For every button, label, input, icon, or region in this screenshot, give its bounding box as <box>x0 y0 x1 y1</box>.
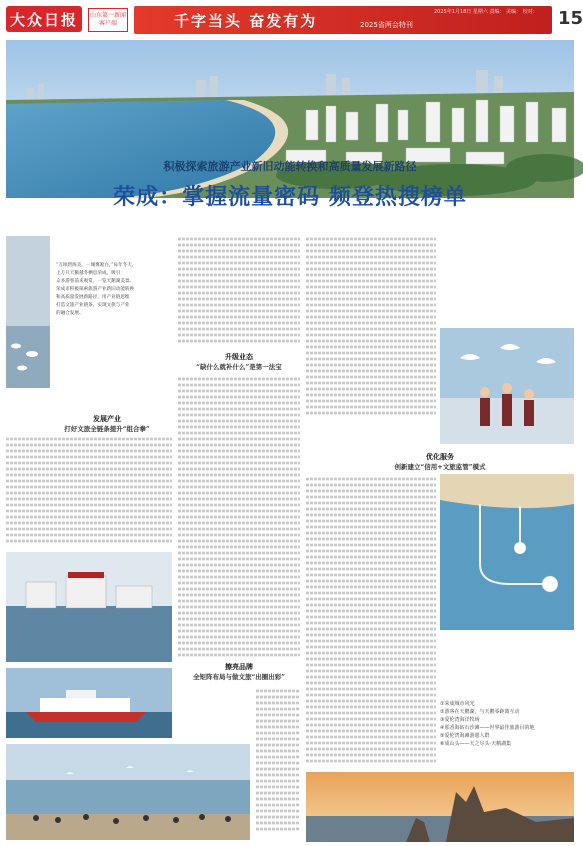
body-text-column-3b <box>306 476 436 768</box>
photo-captions <box>440 700 574 748</box>
banner-subtitle: 2025省两会特刊 <box>360 21 413 29</box>
body-text-column-2c <box>256 688 300 838</box>
cruise-ship-illustration <box>6 668 172 738</box>
caption-2: ②游客在天鹅湖，与天鹅零距离互动 <box>440 709 520 715</box>
photo-swan-lake <box>6 236 50 388</box>
section-subtitle-3: 全矩阵布局与做文旅“出圈出彩” <box>193 673 285 681</box>
hero-photo-coastal-city <box>6 40 574 198</box>
special-issue-banner <box>134 6 552 34</box>
photo-beach-crowd <box>6 744 250 840</box>
caption-3: ③爱伦湾海洋牧场 <box>440 717 480 723</box>
section-subtitle-1: 打好文旅全链条提升“组合拳” <box>64 425 150 433</box>
section-title-2: 升级业态 <box>225 352 253 361</box>
page-number: 15 <box>558 8 583 29</box>
caption-5: ⑤爱伦湾海滩游憩人群 <box>440 733 490 739</box>
article-headline: 荣成：掌握流量密码 频登热搜榜单 <box>113 185 467 210</box>
section-title-4: 优化服务 <box>426 452 454 461</box>
caption-4: ④那香海钻石沙滩——世界最佳旅游目的地 <box>440 725 535 731</box>
body-text-column-3a <box>306 236 436 420</box>
sub-logo: 山东第一新闻客户端 <box>88 8 128 32</box>
photo-pier-aerial <box>440 474 574 630</box>
swan-lake-illustration <box>6 236 50 388</box>
ocean-ranch-illustration <box>6 552 172 662</box>
banner-title: 千字当头 奋发有为 <box>174 12 318 30</box>
body-text-column-1 <box>6 436 172 546</box>
photo-ocean-ranch <box>6 552 172 662</box>
article-lead: “万顷碧海美，一城雾凇白，”每年冬天， 上万只天鹅越冬栖息荣成，吸引 众多游客前来观赏，一览天鹅湖美景。 荣成市积极探索旅游产业新旧动能转换 和高质量发展新路径，用产业链思维 打造文旅产业链条，实现文旅与产业 的融合发展。 <box>56 263 137 316</box>
chengshantou-illustration <box>306 772 574 842</box>
newspaper-logo: 大众日报 <box>6 6 82 32</box>
caption-1: ①荣成城市风光 <box>440 701 475 707</box>
hero-photo-illustration <box>6 40 574 198</box>
photo-tourists-with-swans <box>440 328 574 444</box>
section-subtitle-2: “缺什么就补什么”是第一法宝 <box>196 363 282 371</box>
caption-6: ⑥成山头——天之尽头·天鹅湖集 <box>440 741 512 747</box>
article-kicker: 积极探索旅游产业新旧动能转换和高质量发展新路径 <box>163 160 417 173</box>
body-text-column-2b <box>178 376 300 658</box>
body-text-column-2a <box>178 236 300 346</box>
section-title-3: 擦亮品牌 <box>225 662 253 671</box>
photo-cruise-ship <box>6 668 172 738</box>
pier-aerial-illustration <box>440 474 574 630</box>
photo-chengshantou-cliff <box>306 772 574 842</box>
beach-crowd-illustration <box>6 744 250 840</box>
section-title-1: 发展产业 <box>93 414 121 423</box>
masthead <box>0 0 583 40</box>
tourists-swans-illustration <box>440 328 574 444</box>
banner-meta: 2025年1月18日 星期六 责编： 美编： 校对： <box>434 9 538 15</box>
section-subtitle-4: 创新建立“信用+文旅监管”模式 <box>394 463 486 471</box>
